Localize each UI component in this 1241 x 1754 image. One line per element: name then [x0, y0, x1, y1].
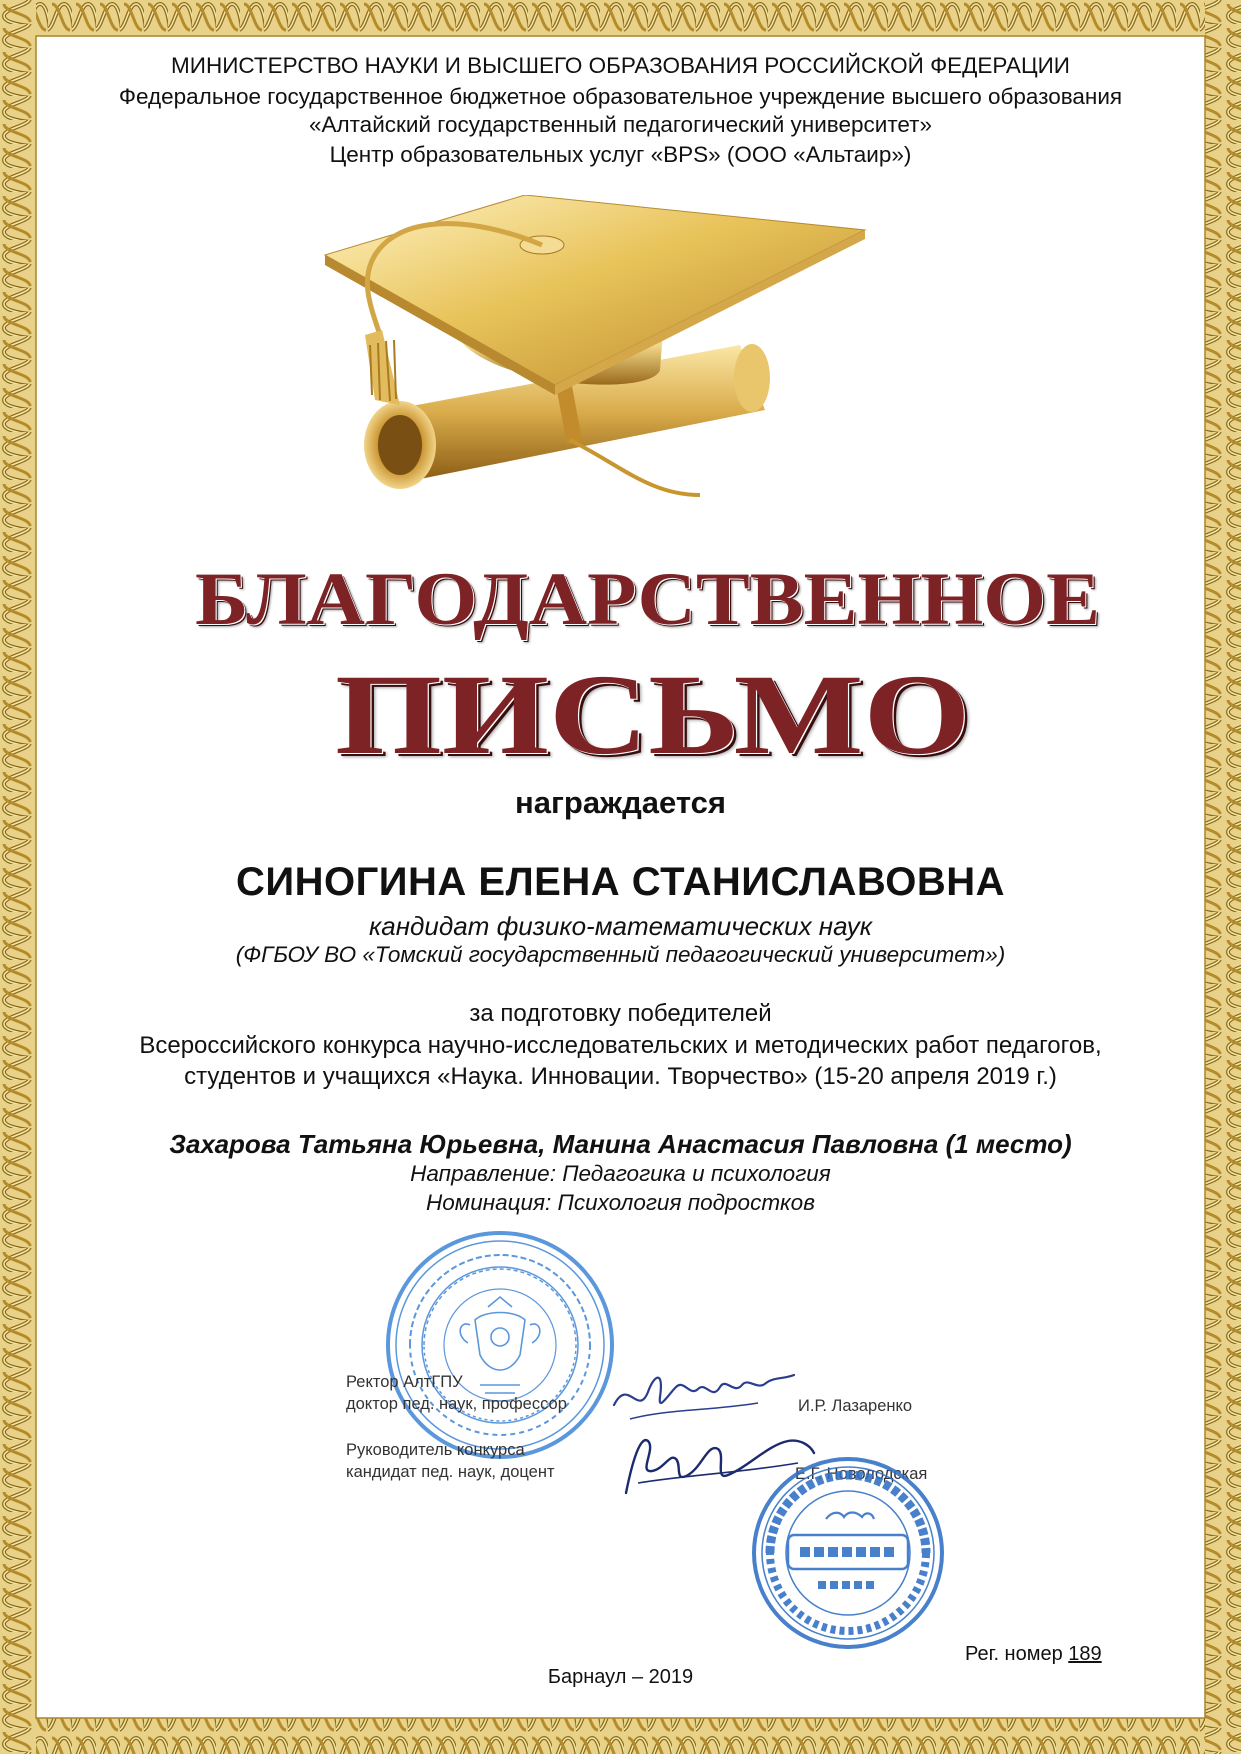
- recipient-degree: кандидат физико-математических наук: [369, 911, 872, 941]
- signature-block: [340, 1225, 960, 1645]
- center-line: Центр образовательных услуг «BPS» (ООО «Альтаир»): [329, 142, 912, 167]
- graduation-cap-icon: [320, 195, 880, 525]
- winners-line: Захарова Татьяна Юрьевна, Манина Анастасия Павловна (1 место): [169, 1129, 1072, 1159]
- leader-degree: кандидат пед. наук, доцент: [346, 1463, 555, 1481]
- company-seal-stamp: [748, 1453, 948, 1653]
- rector-title: Ректор АлтГПУ: [346, 1373, 463, 1391]
- nomination-line: Номинация: Психология подростков: [426, 1190, 815, 1215]
- university-seal-stamp: [380, 1225, 620, 1465]
- document-title-line2: ПИСЬМО: [335, 651, 971, 778]
- rector-name: И.Р. Лазаренко: [798, 1397, 913, 1415]
- recipient-organization: (ФГБОУ ВО «Томский государственный педагогический университет»): [235, 942, 1006, 967]
- university-line: «Алтайский государственный педагогический университет»: [308, 112, 932, 137]
- recipient-name: СИНОГИНА ЕЛЕНА СТАНИСЛАВОВНА: [235, 860, 1006, 904]
- ministry-line: МИНИСТЕРСТВО НАУКИ И ВЫСШЕГО ОБРАЗОВАНИЯ РОССИЙСКОЙ ФЕДЕРАЦИИ: [171, 53, 1070, 78]
- leader-title: Руководитель конкурса: [346, 1441, 525, 1459]
- reason-line1: за подготовку победителей: [469, 1000, 772, 1027]
- city-year: Барнаул – 2019: [547, 1666, 694, 1688]
- reason-line2: Всероссийского конкурса научно-исследовательских и методических работ педагогов,: [139, 1032, 1102, 1059]
- registration-value: 189: [1068, 1643, 1102, 1665]
- registration-number: [965, 1643, 1102, 1666]
- leader-name: Е.Г. Новолодская: [795, 1465, 928, 1483]
- rector-signature: [608, 1357, 798, 1432]
- rector-degree: доктор пед. наук, профессор: [346, 1395, 567, 1413]
- document-title-line1: БЛАГОДАРСТВЕННОЕ: [195, 558, 1100, 641]
- institution-line: Федеральное государственное бюджетное образовательное учреждение высшего образования: [118, 84, 1123, 109]
- direction-line: Направление: Педагогика и психология: [410, 1161, 831, 1186]
- reason-line3: студентов и учащихся «Наука. Инновации. Творчество» (15-20 апреля 2019 г.): [184, 1063, 1057, 1090]
- registration-label: Рег. номер: [965, 1643, 1063, 1665]
- awarded-label: награждается: [515, 785, 726, 820]
